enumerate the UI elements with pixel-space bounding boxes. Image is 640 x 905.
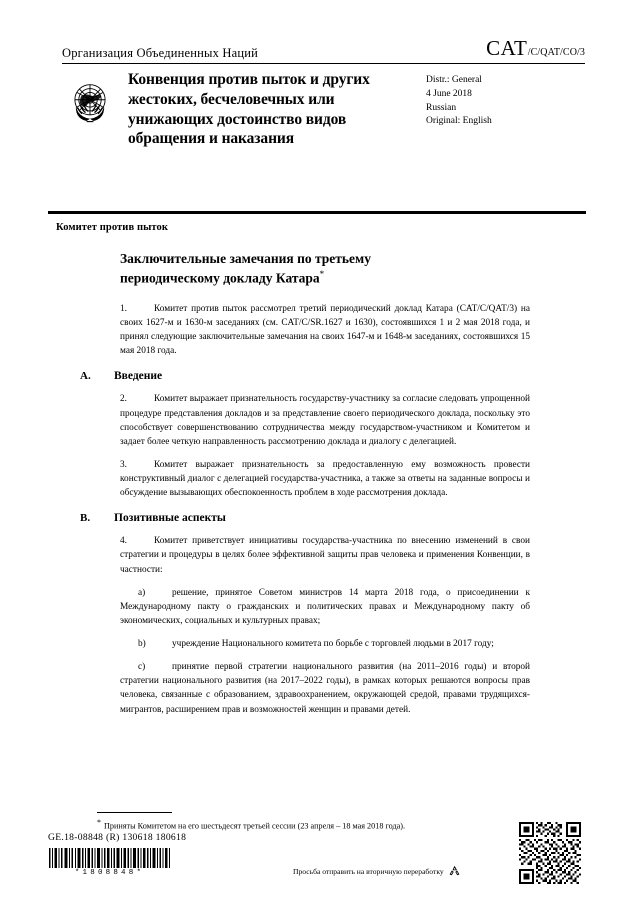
page-title-text: Заключительные замечания по третьему периодическому докладу Катара <box>120 251 371 286</box>
section-title: Введение <box>114 370 163 383</box>
list-item <box>120 660 530 717</box>
section-letter: B. <box>80 512 91 525</box>
section-heading-b <box>80 512 530 525</box>
masthead-divider <box>62 63 585 64</box>
list-item-text: принятие первой стратегии национального развития (на 2011–2016 годы) и второй стратегии национального развития (на 2017–2022 годы), в рамках которых решаются вопросы прав человека, связанные с образованием, здравоохранением, окружающей средой, правами трудящихся-мигрантов, расширением прав и возможностей женщин и правами детей. <box>120 662 530 715</box>
page-title-footnote-marker: * <box>319 269 325 280</box>
recycle-note <box>293 865 461 878</box>
section-letter: A. <box>80 370 91 383</box>
list-item <box>120 637 530 651</box>
organization-name: Организация Объединенных Наций <box>62 46 259 61</box>
job-number: GE.18-08848 (R) 130618 180618 <box>48 832 187 843</box>
section-title: Позитивные аспекты <box>114 512 226 525</box>
list-item-marker: a) <box>138 587 146 598</box>
recycle-note-text: Просьба отправить на вторичную переработку <box>293 867 444 876</box>
paragraph-text: Комитет приветствует инициативы государства-участника по внесению изменений в свои стратегии и процедуры в целях более эффективной защиты прав человека и применения Конвенции, в частности: <box>120 536 530 575</box>
document-symbol-suffix: /C/QAT/CO/3 <box>527 47 585 58</box>
masthead <box>62 36 585 72</box>
recycle-icon <box>448 865 461 878</box>
paragraph-number: 1. <box>120 303 127 314</box>
paragraph-number: 3. <box>120 459 127 470</box>
paragraph <box>120 302 530 359</box>
un-emblem-icon <box>62 74 118 130</box>
footnote-marker: * <box>97 818 101 827</box>
footnote <box>97 817 537 832</box>
section-divider <box>48 211 586 214</box>
barcode <box>48 848 171 878</box>
barcode-text: *1808848* <box>74 869 145 877</box>
section-heading-a <box>80 370 530 383</box>
paragraph <box>120 458 530 500</box>
footnote-divider <box>97 812 172 813</box>
document-body <box>80 250 530 726</box>
paragraph <box>120 534 530 576</box>
paragraph-number: 4. <box>120 536 127 547</box>
paragraph-number: 2. <box>120 394 127 405</box>
distribution-date: 4 June 2018 <box>426 88 472 99</box>
masthead-row <box>62 36 585 61</box>
list-item-marker: b) <box>138 639 146 650</box>
distribution-type: Distr.: General <box>426 75 482 85</box>
distribution-info <box>426 70 538 129</box>
footnote-text: Приняты Комитетом на его шестьдесят третьей сессии (23 апреля – 18 мая 2018 года). <box>104 821 406 831</box>
page-title <box>120 250 450 288</box>
convention-title: Конвенция против пыток и других жестоких, бесчеловечных или унижающих достоинство видов обращения и наказания <box>128 71 370 148</box>
qr-code <box>519 822 581 884</box>
document-symbol-main: CAT <box>486 36 528 60</box>
list-item-text: решение, принятое Советом министров 14 марта 2018 года, о присоединении к Международному пакту о гражданских и политических правах и Международному пакту об экономических, социальных и культурных правах; <box>120 587 530 626</box>
distribution-language: Russian <box>426 102 457 113</box>
list-item-marker: c) <box>138 662 146 673</box>
paragraph-text: Комитет против пыток рассмотрел третий периодический доклад Катара (CAT/C/QAT/3) на своих 1627-м и 1630-м заседаниях (см. CAT/C/SR.1627 и 1630), состоявшихся 1 и 2 мая 2018 года, и принял следующие заключительные замечания на своих 1647-м и 1648-м заседаниях, состоявшихся 15 мая 2018 года. <box>120 303 530 357</box>
committee-name: Комитет против пыток <box>56 222 169 233</box>
list-item-text: учреждение Национального комитета по борьбе с торговлей людьми в 2017 году; <box>172 639 494 650</box>
document-symbol <box>486 36 585 61</box>
distribution-original: Original: English <box>426 116 492 127</box>
title-block <box>62 70 585 149</box>
paragraph-text: Комитет выражает признательность за предоставленную ему возможность провести конструктивный диалог с делегацией государства-участника, а также за ответы на заданные вопросы и обсуждение вызывающих обеспокоенность проблем в ходе рассмотрения доклада. <box>120 459 530 499</box>
paragraph-text: Комитет выражает признательность государству-участнику за согласие следовать упрощенной процедуре представления докладов и за представление своего периодического доклада, поскольку это способствует совершенствованию сотрудничества между государством-участником и Комитетом и задает более четкую направленность рассмотрению доклада и диалогу с делегацией. <box>120 394 530 447</box>
list-item <box>120 586 530 628</box>
paragraph <box>120 392 530 449</box>
